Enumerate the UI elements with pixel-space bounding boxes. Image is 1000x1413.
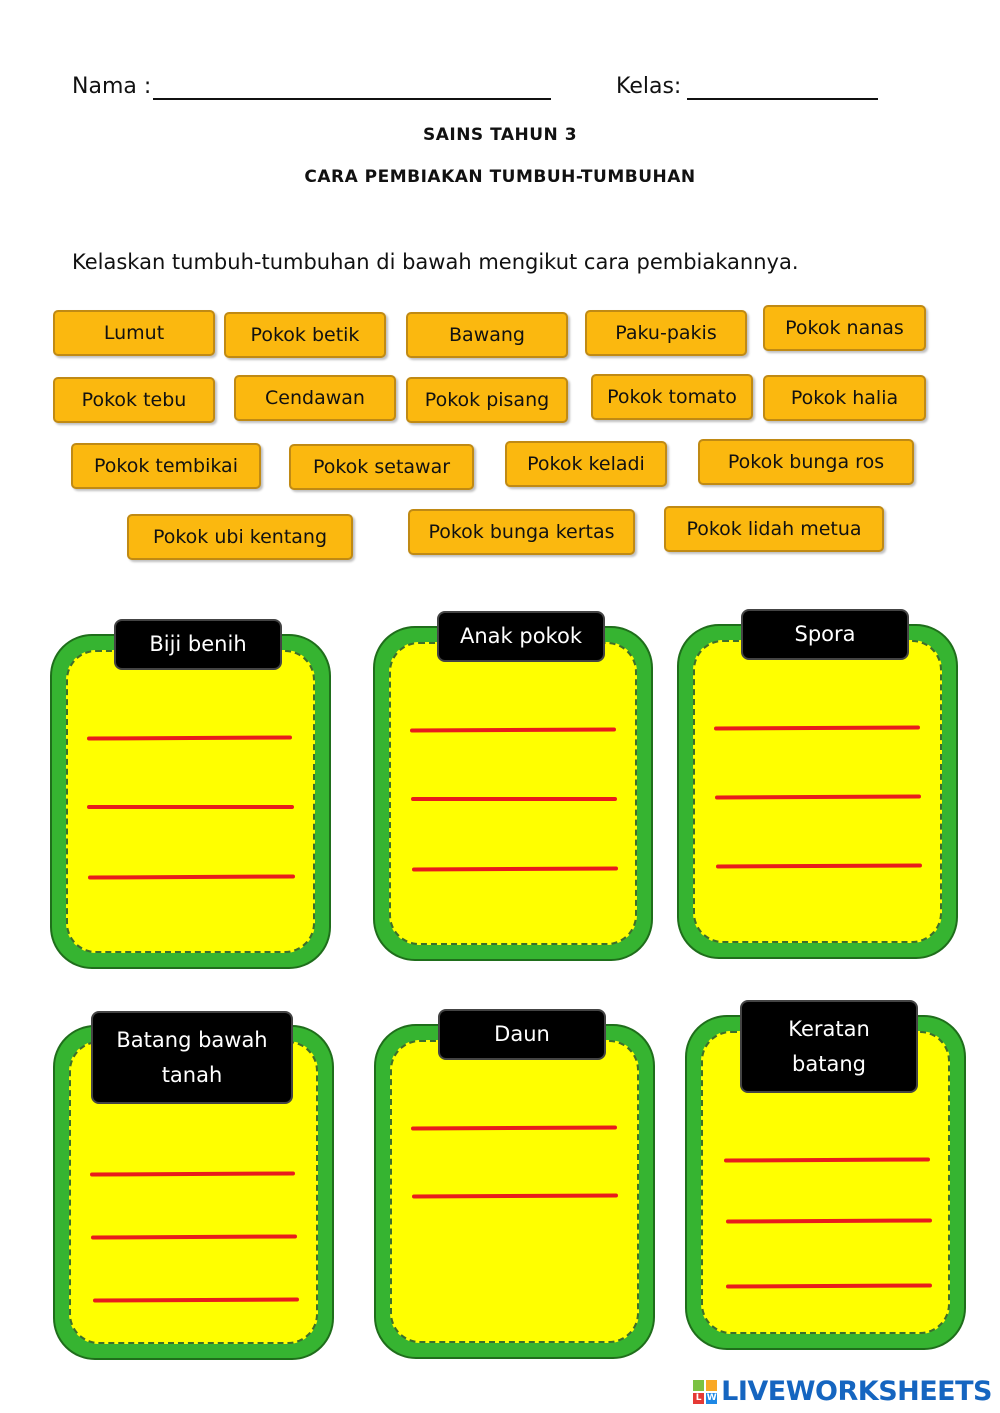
category-card-daun: [374, 1024, 655, 1359]
chip-pokok-lidah-metua[interactable]: Pokok lidah metua: [664, 506, 884, 552]
chip-pokok-nanas[interactable]: Pokok nanas: [763, 305, 926, 351]
category-card-biji-benih: [50, 634, 331, 969]
chip-lumut[interactable]: Lumut: [53, 310, 215, 356]
chip-pokok-tembikai[interactable]: Pokok tembikai: [71, 443, 261, 489]
liveworksheets-wordmark: LIVEWORKSHEETS: [721, 1376, 992, 1407]
chip-pokok-bunga-ros[interactable]: Pokok bunga ros: [698, 439, 914, 485]
drop-zone-spora[interactable]: [693, 640, 942, 943]
answer-blank[interactable]: [411, 797, 617, 801]
category-label-anak-pokok: Anak pokok: [437, 611, 605, 662]
category-label-keratan-batang: Keratan batang: [740, 1000, 918, 1093]
chip-pokok-betik[interactable]: Pokok betik: [224, 312, 386, 358]
name-label: Nama :: [72, 74, 152, 99]
chip-pokok-tebu[interactable]: Pokok tebu: [53, 377, 215, 423]
category-label-batang-bawah-tanah: Batang bawah tanah: [91, 1011, 293, 1104]
drop-zone-anak-pokok[interactable]: [389, 642, 637, 945]
category-card-spora: [677, 624, 958, 959]
chip-paku-pakis[interactable]: Paku-pakis: [585, 310, 747, 356]
liveworksheets-icon: L W: [693, 1380, 717, 1404]
chip-pokok-ubi-kentang[interactable]: Pokok ubi kentang: [127, 514, 353, 560]
class-label: Kelas:: [616, 74, 682, 99]
category-label-biji-benih: Biji benih: [114, 619, 282, 670]
chip-bawang[interactable]: Bawang: [406, 312, 568, 358]
liveworksheets-logo: [693, 1376, 992, 1407]
chip-pokok-bunga-kertas[interactable]: Pokok bunga kertas: [408, 509, 635, 555]
subject-title: SAINS TAHUN 3: [422, 125, 578, 145]
topic-title: CARA PEMBIAKAN TUMBUH-TUMBUHAN: [304, 167, 696, 187]
instruction-text: Kelaskan tumbuh-tumbuhan di bawah mengikut cara pembiakannya.: [72, 250, 799, 274]
category-label-daun: Daun: [438, 1009, 606, 1060]
name-field-line[interactable]: [153, 98, 551, 100]
chip-pokok-halia[interactable]: Pokok halia: [763, 375, 926, 421]
chip-pokok-pisang[interactable]: Pokok pisang: [406, 377, 568, 423]
drop-zone-daun[interactable]: [390, 1040, 639, 1343]
chip-cendawan[interactable]: Cendawan: [234, 375, 396, 421]
answer-blank[interactable]: [87, 805, 294, 809]
category-label-spora: Spora: [741, 609, 909, 660]
chip-pokok-setawar[interactable]: Pokok setawar: [289, 444, 474, 490]
category-card-anak-pokok: [373, 626, 653, 961]
class-field-line[interactable]: [687, 98, 878, 100]
drop-zone-biji-benih[interactable]: [66, 650, 315, 953]
chip-pokok-keladi[interactable]: Pokok keladi: [505, 441, 667, 487]
chip-pokok-tomato[interactable]: Pokok tomato: [591, 374, 753, 420]
